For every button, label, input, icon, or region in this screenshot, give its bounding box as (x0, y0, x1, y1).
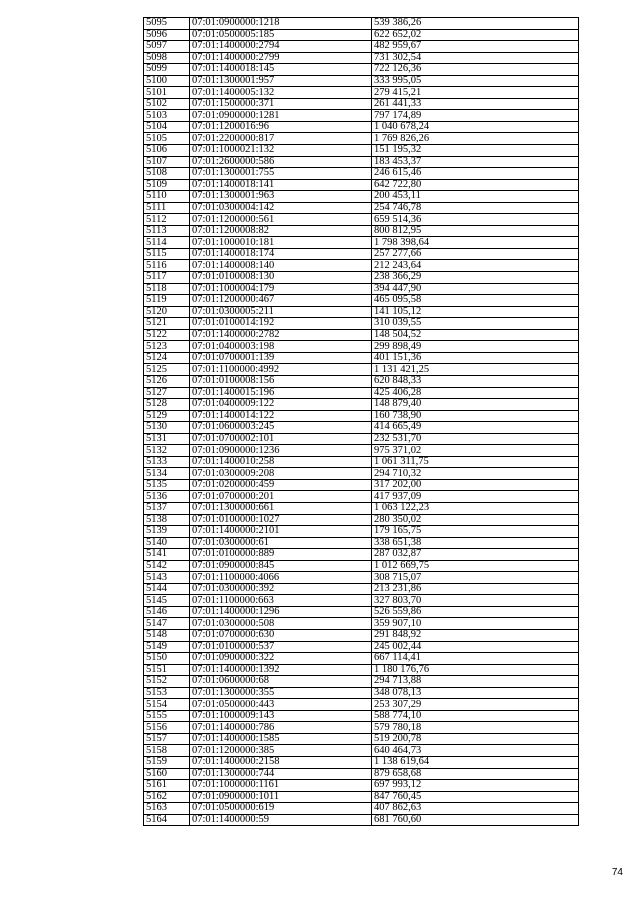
cadastral-value-table (143, 17, 579, 826)
cadastral-value-cell: 261 441,33 (372, 98, 579, 110)
cadastral-value-cell: 1 131 421,25 (372, 364, 579, 376)
cadastral-number-cell: 07:01:1100000:4066 (190, 572, 372, 584)
table-row (144, 468, 579, 480)
cadastral-number-cell: 07:01:0500000:619 (190, 803, 372, 815)
cadastral-value-cell: 254 746,78 (372, 202, 579, 214)
table-row (144, 272, 579, 284)
cadastral-value-cell: 394 447,90 (372, 283, 579, 295)
row-number-cell: 5111 (144, 202, 190, 214)
cadastral-value-cell: 287 032,87 (372, 549, 579, 561)
table-row (144, 110, 579, 122)
row-number-cell: 5164 (144, 814, 190, 826)
row-number-cell: 5162 (144, 791, 190, 803)
table-row (144, 121, 579, 133)
cadastral-number-cell: 07:01:0400009:122 (190, 399, 372, 411)
cadastral-value-cell: 294 713,88 (372, 676, 579, 688)
cadastral-number-cell: 07:01:1400010:258 (190, 456, 372, 468)
cadastral-value-cell: 417 937,09 (372, 491, 579, 503)
row-number-cell: 5131 (144, 433, 190, 445)
row-number-cell: 5146 (144, 606, 190, 618)
cadastral-number-cell: 07:01:1400014:122 (190, 410, 372, 422)
cadastral-number-cell: 07:01:0900000:845 (190, 560, 372, 572)
table-row (144, 179, 579, 191)
table-row (144, 295, 579, 307)
cadastral-number-cell: 07:01:1000000:1161 (190, 780, 372, 792)
table-row (144, 676, 579, 688)
table-row (144, 225, 579, 237)
cadastral-value-cell: 1 063 122,23 (372, 502, 579, 514)
row-number-cell: 5121 (144, 318, 190, 330)
row-number-cell: 5147 (144, 618, 190, 630)
row-number-cell: 5118 (144, 283, 190, 295)
cadastral-value-cell: 407 862,63 (372, 803, 579, 815)
cadastral-value-cell: 620 848,33 (372, 375, 579, 387)
cadastral-number-cell: 07:01:0300009:208 (190, 468, 372, 480)
table-row (144, 445, 579, 457)
table-row (144, 595, 579, 607)
row-number-cell: 5142 (144, 560, 190, 572)
row-number-cell: 5134 (144, 468, 190, 480)
row-number-cell: 5151 (144, 664, 190, 676)
cadastral-number-cell: 07:01:2600000:586 (190, 156, 372, 168)
cadastral-value-cell: 183 453,37 (372, 156, 579, 168)
row-number-cell: 5112 (144, 214, 190, 226)
table-row (144, 687, 579, 699)
row-number-cell: 5095 (144, 18, 190, 30)
cadastral-value-cell: 425 406,28 (372, 387, 579, 399)
table-row (144, 283, 579, 295)
table-row (144, 722, 579, 734)
cadastral-number-cell: 07:01:1300001:963 (190, 191, 372, 203)
row-number-cell: 5103 (144, 110, 190, 122)
table-row (144, 537, 579, 549)
cadastral-value-cell: 879 658,68 (372, 768, 579, 780)
table-row (144, 41, 579, 53)
row-number-cell: 5149 (144, 641, 190, 653)
cadastral-value-cell: 1 012 669,75 (372, 560, 579, 572)
cadastral-number-cell: 07:01:1200016:96 (190, 121, 372, 133)
table-row (144, 329, 579, 341)
row-number-cell: 5102 (144, 98, 190, 110)
cadastral-value-cell: 317 202,00 (372, 479, 579, 491)
cadastral-value-cell: 257 277,66 (372, 248, 579, 260)
row-number-cell: 5113 (144, 225, 190, 237)
row-number-cell: 5161 (144, 780, 190, 792)
cadastral-value-cell: 722 126,36 (372, 64, 579, 76)
cadastral-value-cell: 526 559,86 (372, 606, 579, 618)
row-number-cell: 5152 (144, 676, 190, 688)
cadastral-value-cell: 179 165,75 (372, 526, 579, 538)
row-number-cell: 5141 (144, 549, 190, 561)
cadastral-number-cell: 07:01:0600003:245 (190, 422, 372, 434)
cadastral-number-cell: 07:01:1200000:467 (190, 295, 372, 307)
table-row (144, 306, 579, 318)
cadastral-value-cell: 401 151,36 (372, 352, 579, 364)
cadastral-number-cell: 07:01:1400018:145 (190, 64, 372, 76)
cadastral-number-cell: 07:01:1400000:2101 (190, 526, 372, 538)
row-number-cell: 5104 (144, 121, 190, 133)
cadastral-value-cell: 338 651,38 (372, 537, 579, 549)
cadastral-number-cell: 07:01:0400003:198 (190, 341, 372, 353)
cadastral-number-cell: 07:01:0300000:508 (190, 618, 372, 630)
row-number-cell: 5127 (144, 387, 190, 399)
cadastral-value-cell: 622 652,02 (372, 29, 579, 41)
cadastral-value-cell: 482 959,67 (372, 41, 579, 53)
cadastral-number-cell: 07:01:0900000:1218 (190, 18, 372, 30)
cadastral-number-cell: 07:01:1400000:2158 (190, 757, 372, 769)
table-row (144, 629, 579, 641)
cadastral-number-cell: 07:01:0900000:1236 (190, 445, 372, 457)
cadastral-value-cell: 160 738,90 (372, 410, 579, 422)
cadastral-number-cell: 07:01:2200000:817 (190, 133, 372, 145)
cadastral-number-cell: 07:01:0100014:192 (190, 318, 372, 330)
cadastral-value-cell: 212 243,64 (372, 260, 579, 272)
cadastral-value-cell: 659 514,36 (372, 214, 579, 226)
cadastral-value-cell: 797 174,89 (372, 110, 579, 122)
row-number-cell: 5097 (144, 41, 190, 53)
table-row (144, 433, 579, 445)
table-row (144, 64, 579, 76)
cadastral-value-cell: 1 180 176,76 (372, 664, 579, 676)
cadastral-value-cell: 588 774,10 (372, 710, 579, 722)
row-number-cell: 5099 (144, 64, 190, 76)
row-number-cell: 5138 (144, 514, 190, 526)
cadastral-value-cell: 310 039,55 (372, 318, 579, 330)
table-row (144, 526, 579, 538)
cadastral-number-cell: 07:01:0900000:1281 (190, 110, 372, 122)
table-row (144, 364, 579, 376)
cadastral-value-cell: 667 114,41 (372, 653, 579, 665)
row-number-cell: 5120 (144, 306, 190, 318)
table-body (144, 18, 579, 826)
row-number-cell: 5117 (144, 272, 190, 284)
row-number-cell: 5156 (144, 722, 190, 734)
row-number-cell: 5116 (144, 260, 190, 272)
table-row (144, 422, 579, 434)
cadastral-number-cell: 07:01:0700002:101 (190, 433, 372, 445)
table-row (144, 653, 579, 665)
cadastral-number-cell: 07:01:0100008:130 (190, 272, 372, 284)
table-row (144, 710, 579, 722)
cadastral-value-cell: 579 780,18 (372, 722, 579, 734)
cadastral-number-cell: 07:01:0100000:889 (190, 549, 372, 561)
row-number-cell: 5106 (144, 145, 190, 157)
row-number-cell: 5132 (144, 445, 190, 457)
cadastral-number-cell: 07:01:1100000:4992 (190, 364, 372, 376)
cadastral-value-cell: 348 078,13 (372, 687, 579, 699)
table-row (144, 191, 579, 203)
row-number-cell: 5150 (144, 653, 190, 665)
row-number-cell: 5157 (144, 733, 190, 745)
cadastral-number-cell: 07:01:0300000:61 (190, 537, 372, 549)
table-row (144, 780, 579, 792)
table-row (144, 168, 579, 180)
table-row (144, 456, 579, 468)
cadastral-number-cell: 07:01:1400008:140 (190, 260, 372, 272)
row-number-cell: 5107 (144, 156, 190, 168)
table-row (144, 87, 579, 99)
table-row (144, 757, 579, 769)
row-number-cell: 5096 (144, 29, 190, 41)
row-number-cell: 5129 (144, 410, 190, 422)
row-number-cell: 5154 (144, 699, 190, 711)
table-row (144, 18, 579, 30)
cadastral-number-cell: 07:01:1400015:196 (190, 387, 372, 399)
cadastral-number-cell: 07:01:0600000:68 (190, 676, 372, 688)
table-row (144, 618, 579, 630)
cadastral-value-cell: 246 615,46 (372, 168, 579, 180)
cadastral-value-cell: 800 812,95 (372, 225, 579, 237)
cadastral-value-cell: 238 366,29 (372, 272, 579, 284)
cadastral-number-cell: 07:01:1000021:132 (190, 145, 372, 157)
row-number-cell: 5124 (144, 352, 190, 364)
cadastral-number-cell: 07:01:0100000:1027 (190, 514, 372, 526)
cadastral-value-cell: 642 722,80 (372, 179, 579, 191)
cadastral-value-cell: 359 907,10 (372, 618, 579, 630)
cadastral-value-cell: 299 898,49 (372, 341, 579, 353)
cadastral-number-cell: 07:01:0500000:443 (190, 699, 372, 711)
table-row (144, 341, 579, 353)
cadastral-number-cell: 07:01:1300000:744 (190, 768, 372, 780)
cadastral-number-cell: 07:01:1400000:786 (190, 722, 372, 734)
cadastral-value-cell: 1 798 398,64 (372, 237, 579, 249)
table-row (144, 133, 579, 145)
table-row (144, 260, 579, 272)
cadastral-value-cell: 327 803,70 (372, 595, 579, 607)
table-row (144, 375, 579, 387)
table-row (144, 29, 579, 41)
row-number-cell: 5108 (144, 168, 190, 180)
row-number-cell: 5130 (144, 422, 190, 434)
table-row (144, 410, 579, 422)
cadastral-value-cell: 200 453,11 (372, 191, 579, 203)
cadastral-number-cell: 07:01:0900000:322 (190, 653, 372, 665)
cadastral-value-cell: 148 504,52 (372, 329, 579, 341)
cadastral-value-cell: 539 386,26 (372, 18, 579, 30)
table-row (144, 214, 579, 226)
table-row (144, 479, 579, 491)
table-row (144, 733, 579, 745)
table-row (144, 549, 579, 561)
table-row (144, 318, 579, 330)
cadastral-value-cell: 681 760,60 (372, 814, 579, 826)
table-row (144, 387, 579, 399)
row-number-cell: 5122 (144, 329, 190, 341)
row-number-cell: 5145 (144, 595, 190, 607)
cadastral-value-cell: 1 769 826,26 (372, 133, 579, 145)
cadastral-number-cell: 07:01:1000010:181 (190, 237, 372, 249)
cadastral-number-cell: 07:01:1400000:1296 (190, 606, 372, 618)
cadastral-number-cell: 07:01:1200008:82 (190, 225, 372, 237)
cadastral-value-cell: 253 307,29 (372, 699, 579, 711)
table-row (144, 75, 579, 87)
cadastral-value-cell: 1 040 678,24 (372, 121, 579, 133)
cadastral-value-cell: 333 995,05 (372, 75, 579, 87)
table-row (144, 606, 579, 618)
cadastral-number-cell: 07:01:1300001:957 (190, 75, 372, 87)
table-row (144, 52, 579, 64)
row-number-cell: 5143 (144, 572, 190, 584)
row-number-cell: 5137 (144, 502, 190, 514)
row-number-cell: 5125 (144, 364, 190, 376)
table-row (144, 803, 579, 815)
cadastral-value-cell: 291 848,92 (372, 629, 579, 641)
cadastral-number-cell: 07:01:1300001:755 (190, 168, 372, 180)
cadastral-number-cell: 07:01:1100000:663 (190, 595, 372, 607)
cadastral-number-cell: 07:01:1500000:371 (190, 98, 372, 110)
cadastral-number-cell: 07:01:1200000:561 (190, 214, 372, 226)
table-row (144, 572, 579, 584)
table-row (144, 664, 579, 676)
row-number-cell: 5119 (144, 295, 190, 307)
table-row (144, 98, 579, 110)
row-number-cell: 5139 (144, 526, 190, 538)
cadastral-number-cell: 07:01:0500005:185 (190, 29, 372, 41)
cadastral-value-cell: 697 993,12 (372, 780, 579, 792)
cadastral-value-cell: 640 464,73 (372, 745, 579, 757)
table-row (144, 514, 579, 526)
cadastral-number-cell: 07:01:0200000:459 (190, 479, 372, 491)
cadastral-value-cell: 294 710,32 (372, 468, 579, 480)
cadastral-number-cell: 07:01:0100008:156 (190, 375, 372, 387)
row-number-cell: 5140 (144, 537, 190, 549)
cadastral-number-cell: 07:01:1200000:385 (190, 745, 372, 757)
cadastral-value-cell: 279 415,21 (372, 87, 579, 99)
table-row (144, 491, 579, 503)
table-row (144, 352, 579, 364)
row-number-cell: 5155 (144, 710, 190, 722)
cadastral-number-cell: 07:01:0100000:537 (190, 641, 372, 653)
cadastral-value-cell: 141 105,12 (372, 306, 579, 318)
cadastral-value-cell: 1 138 619,64 (372, 757, 579, 769)
row-number-cell: 5114 (144, 237, 190, 249)
row-number-cell: 5158 (144, 745, 190, 757)
table-row (144, 399, 579, 411)
row-number-cell: 5115 (144, 248, 190, 260)
cadastral-number-cell: 07:01:1400000:2782 (190, 329, 372, 341)
cadastral-number-cell: 07:01:0300000:392 (190, 583, 372, 595)
row-number-cell: 5148 (144, 629, 190, 641)
cadastral-value-cell: 847 760,45 (372, 791, 579, 803)
row-number-cell: 5105 (144, 133, 190, 145)
cadastral-number-cell: 07:01:0700000:630 (190, 629, 372, 641)
cadastral-number-cell: 07:01:0300005:211 (190, 306, 372, 318)
cadastral-number-cell: 07:01:1400000:2794 (190, 41, 372, 53)
row-number-cell: 5100 (144, 75, 190, 87)
cadastral-value-cell: 1 061 311,75 (372, 456, 579, 468)
cadastral-value-cell: 414 665,49 (372, 422, 579, 434)
table-row (144, 699, 579, 711)
cadastral-number-cell: 07:01:1300000:661 (190, 502, 372, 514)
cadastral-number-cell: 07:01:0700001:139 (190, 352, 372, 364)
table-row (144, 502, 579, 514)
cadastral-number-cell: 07:01:1400000:1585 (190, 733, 372, 745)
table-row (144, 145, 579, 157)
table-row (144, 583, 579, 595)
table-row (144, 814, 579, 826)
cadastral-value-cell: 975 371,02 (372, 445, 579, 457)
cadastral-value-cell: 232 531,70 (372, 433, 579, 445)
cadastral-number-cell: 07:01:0700000:201 (190, 491, 372, 503)
cadastral-value-cell: 148 879,40 (372, 399, 579, 411)
cadastral-number-cell: 07:01:0300004:142 (190, 202, 372, 214)
row-number-cell: 5133 (144, 456, 190, 468)
cadastral-value-cell: 308 715,07 (372, 572, 579, 584)
cadastral-number-cell: 07:01:1400000:1392 (190, 664, 372, 676)
cadastral-number-cell: 07:01:1400005:132 (190, 87, 372, 99)
cadastral-value-cell: 245 002,44 (372, 641, 579, 653)
page-number: 74 (611, 867, 623, 878)
row-number-cell: 5153 (144, 687, 190, 699)
row-number-cell: 5159 (144, 757, 190, 769)
cadastral-value-cell: 151 195,32 (372, 145, 579, 157)
cadastral-number-cell: 07:01:0900000:1011 (190, 791, 372, 803)
cadastral-number-cell: 07:01:1400018:174 (190, 248, 372, 260)
row-number-cell: 5136 (144, 491, 190, 503)
table-row (144, 745, 579, 757)
cadastral-number-cell: 07:01:1000004:179 (190, 283, 372, 295)
table-row (144, 768, 579, 780)
cadastral-number-cell: 07:01:1300000:355 (190, 687, 372, 699)
table-row (144, 248, 579, 260)
row-number-cell: 5135 (144, 479, 190, 491)
table-row (144, 202, 579, 214)
cadastral-value-cell: 465 095,58 (372, 295, 579, 307)
row-number-cell: 5098 (144, 52, 190, 64)
row-number-cell: 5110 (144, 191, 190, 203)
cadastral-number-cell: 07:01:1400000:2799 (190, 52, 372, 64)
row-number-cell: 5144 (144, 583, 190, 595)
cadastral-value-cell: 280 350,02 (372, 514, 579, 526)
row-number-cell: 5163 (144, 803, 190, 815)
row-number-cell: 5109 (144, 179, 190, 191)
table-row (144, 156, 579, 168)
row-number-cell: 5123 (144, 341, 190, 353)
row-number-cell: 5128 (144, 399, 190, 411)
row-number-cell: 5160 (144, 768, 190, 780)
cadastral-number-cell: 07:01:1000009:143 (190, 710, 372, 722)
table-row (144, 791, 579, 803)
cadastral-value-cell: 519 200,78 (372, 733, 579, 745)
cadastral-number-cell: 07:01:1400018:141 (190, 179, 372, 191)
table-row (144, 641, 579, 653)
cadastral-value-cell: 213 231,86 (372, 583, 579, 595)
row-number-cell: 5126 (144, 375, 190, 387)
cadastral-value-cell: 731 302,54 (372, 52, 579, 64)
table-row (144, 560, 579, 572)
row-number-cell: 5101 (144, 87, 190, 99)
cadastral-number-cell: 07:01:1400000:59 (190, 814, 372, 826)
table-row (144, 237, 579, 249)
